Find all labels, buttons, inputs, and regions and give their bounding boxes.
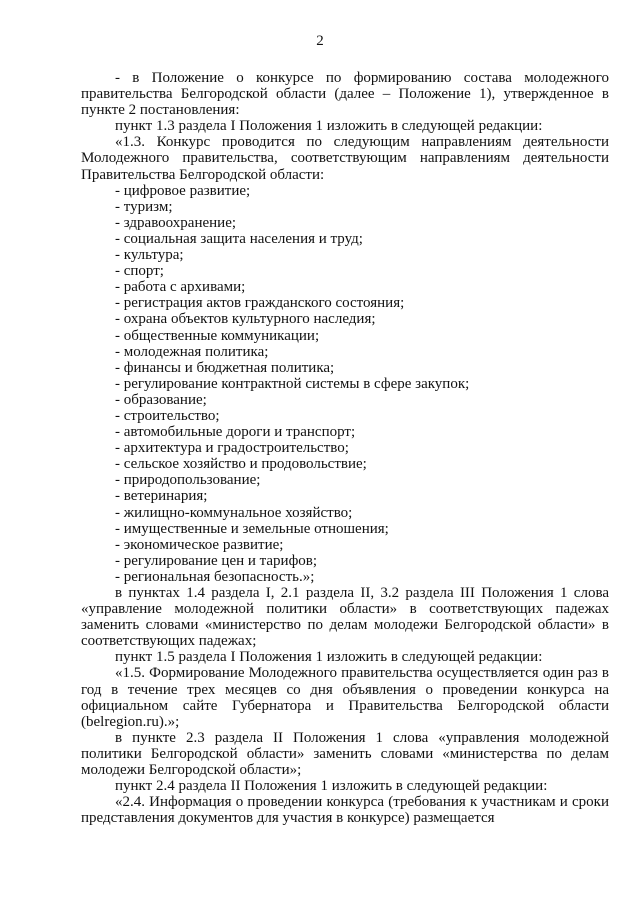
direction-item: - архитектура и градостроительство; bbox=[115, 440, 349, 457]
direction-item: - регистрация актов гражданского состояния; bbox=[115, 295, 405, 312]
intro-paragraph: - в Положение о конкурсе по формированию состава молодежного правительства Белгородской области (далее – Положение 1), утвержденное в пункте 2 постановления: bbox=[81, 70, 609, 119]
direction-item: - имущественные и земельные отношения; bbox=[115, 520, 389, 537]
direction-item: - природопользование; bbox=[115, 472, 261, 489]
paragraph-6: в пункте 2.3 раздела II Положения 1 слова «управления молодежной политики Белгородской области» заменить словами «министерства по делам молодежи Белгородской области»; bbox=[81, 729, 609, 779]
directions-list bbox=[81, 183, 609, 585]
paragraph-1: пункт 1.3 раздела I Положения 1 изложить в следующей редакции: bbox=[115, 118, 543, 135]
page-number: 2 bbox=[316, 33, 324, 49]
direction-item: - туризм; bbox=[115, 198, 173, 215]
direction-item: - регулирование контрактной системы в сфере закупок; bbox=[115, 375, 470, 392]
direction-item: - спорт; bbox=[115, 263, 164, 280]
direction-item: - ветеринария; bbox=[115, 488, 208, 505]
direction-item: - финансы и бюджетная политика; bbox=[115, 359, 335, 376]
direction-item: - строительство; bbox=[115, 407, 220, 424]
direction-item: - цифровое развитие; bbox=[115, 182, 251, 199]
direction-item: - образование; bbox=[115, 391, 207, 408]
paragraph-2: «1.3. Конкурс проводится по следующим направлениям деятельности Молодежного правительства, соответствующим направлениям деятельности Правительства Белгородской области: bbox=[81, 134, 609, 183]
paragraph-8: «2.4. Информация о проведении конкурса (требования к участникам и сроки представления документов для участия в конкурсе) размещается bbox=[81, 794, 609, 827]
direction-item: - сельское хозяйство и продовольствие; bbox=[115, 456, 367, 473]
direction-item: - социальная защита населения и труд; bbox=[115, 230, 363, 247]
direction-item: - охрана объектов культурного наследия; bbox=[115, 311, 376, 328]
paragraph-7: пункт 2.4 раздела II Положения 1 изложить в следующей редакции: bbox=[115, 778, 548, 795]
direction-item: - здравоохранение; bbox=[115, 214, 237, 231]
paragraph-3: в пунктах 1.4 раздела I, 2.1 раздела II, 3.2 раздела III Положения 1 слова «управление молодежной политики области» в соответствующих падежах заменить словами «министерство по делам молодежи Белгородской области» в соответствующих падежах; bbox=[81, 585, 609, 650]
direction-item: - региональная безопасность.»; bbox=[115, 568, 315, 585]
direction-item: - жилищно-коммунальное хозяйство; bbox=[115, 504, 353, 521]
direction-item: - регулирование цен и тарифов; bbox=[115, 552, 318, 569]
document-body bbox=[81, 70, 609, 826]
direction-item: - молодежная политика; bbox=[115, 343, 269, 360]
direction-item: - автомобильные дороги и транспорт; bbox=[115, 424, 356, 441]
direction-item: - экономическое развитие; bbox=[115, 536, 284, 553]
direction-item: - культура; bbox=[115, 247, 184, 264]
direction-item: - общественные коммуникации; bbox=[115, 327, 320, 344]
paragraph-4: пункт 1.5 раздела I Положения 1 изложить в следующей редакции: bbox=[115, 649, 543, 666]
direction-item: - работа с архивами; bbox=[115, 279, 246, 296]
paragraph-5: «1.5. Формирование Молодежного правительства осуществляется один раз в год в течение трех месяцев со дня объявления о проведении конкурса на официальном сайте Губернатора и Правительства Белгородской области (belregion.ru).»; bbox=[81, 665, 609, 730]
